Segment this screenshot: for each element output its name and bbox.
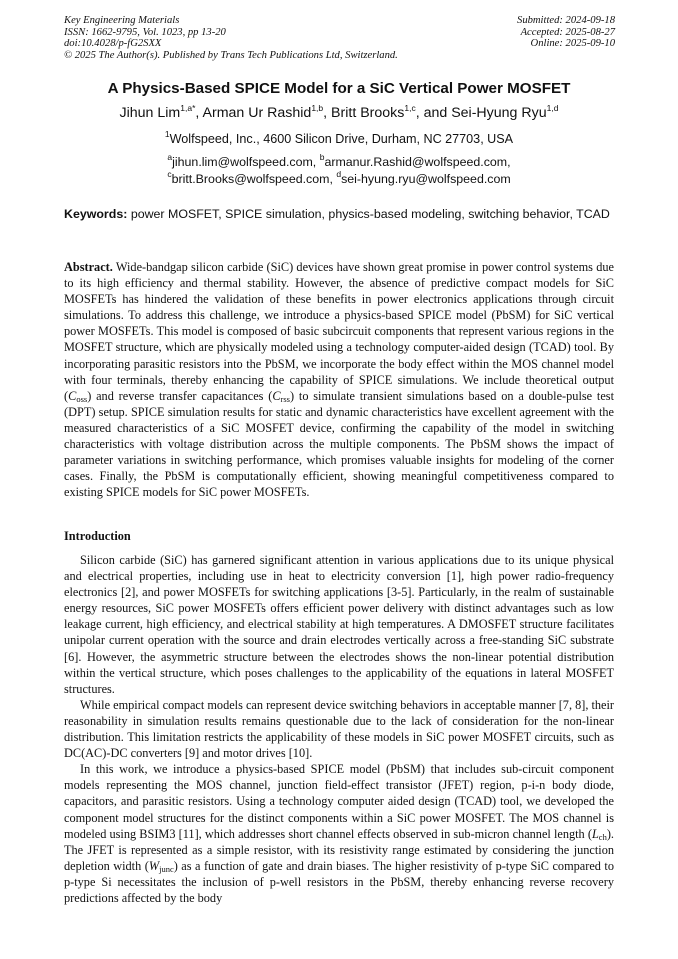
copyright-notice: © 2025 The Author(s). Published by Trans Tech Publications Ltd, Switzerland.: [64, 49, 398, 61]
affiliation: [40, 129, 638, 146]
author-name: Jihun Lim: [119, 105, 181, 121]
author-separator: ,: [323, 105, 332, 121]
email-address: britt.Brooks@wolfspeed.com,: [171, 172, 337, 186]
wjunc-symbol: W: [148, 858, 160, 873]
online-date: Online: 2025-09-10: [530, 38, 615, 50]
email-address: jihun.lim@wolfspeed.com,: [172, 155, 320, 169]
author-emails: [40, 154, 638, 188]
doi: doi:10.4028/p-fG2SXX: [64, 38, 162, 50]
paragraph-text: ) as a function of gate and drain biases. The higher resistivity of p-type SiC compared to p-type Si necessitates the inclusion of p-well resistors in the PbSM, thereby enhancing reverse recovery predictions affected by the body: [64, 858, 614, 905]
author-name: Arman Ur Rashid: [202, 105, 312, 121]
email-superscript: a: [167, 152, 173, 162]
crss-subscript: rss: [280, 393, 290, 404]
email-superscript: c: [167, 169, 172, 179]
submitted-date: Submitted: 2024-09-18: [517, 15, 615, 26]
affiliation-superscript: 1: [164, 129, 170, 139]
issn-volume: ISSN: 1662-9795, Vol. 1023, pp 13-20: [64, 26, 226, 38]
email-line: [40, 171, 638, 188]
paragraph: [64, 761, 614, 906]
lch-subscript: ch: [598, 831, 607, 842]
keywords-text: power MOSFET, SPICE simulation, physics-based modeling, switching behavior, TCAD: [130, 207, 610, 221]
wjunc-subscript: junc: [159, 863, 174, 874]
email-superscript: d: [336, 169, 342, 179]
publication-dates: [395, 15, 615, 50]
keywords: [64, 206, 614, 222]
author-name: Sei-Hyung Ryu: [451, 105, 547, 121]
section-heading: Introduction: [64, 529, 131, 543]
abstract-text: ) to simulate transient simulations based on a double-pulse test (DPT) setup. SPICE simulation results for static and dynamic characteristics have excellent agreement with the measured characteristics of a SiC MOSFET device, confirming the capability of the model in switching characteristics with voltage distribution across the multiple components. The PbSM shows the impact of parameter variations in switching performance, which promises valuable insights for modeling of the corner cases. Finally, the PbSM is computationally efficient, showing meaningful competitiveness compared to existing SPICE models for SiC power MOSFETs.: [64, 388, 614, 500]
email-address: sei-hyung.ryu@wolfspeed.com: [341, 172, 511, 186]
email-superscript: b: [319, 152, 325, 162]
email-address: armanur.Rashid@wolfspeed.com,: [324, 155, 511, 169]
affiliation-text: Wolfspeed, Inc., 4600 Silicon Drive, Durham, NC 27703, USA: [169, 132, 514, 146]
paper-title: A Physics-Based SPICE Model for a SiC Vertical Power MOSFET: [107, 80, 571, 97]
abstract-text: ) and reverse transfer capacitances (: [87, 388, 273, 403]
paragraph-text: ). The JFET is represented as a simple resistor, with its resistivity range estimated by considering the junction depletion width (: [64, 826, 614, 873]
coss-subscript: oss: [76, 393, 88, 404]
accepted-date: Accepted: 2025-08-27: [520, 26, 615, 38]
abstract-label: Abstract.: [64, 260, 113, 274]
author-separator: ,: [195, 105, 203, 121]
keywords-label: Keywords:: [64, 207, 128, 221]
author-superscript: 1,a*: [180, 103, 196, 113]
author-separator: , and: [415, 105, 452, 121]
abstract: [64, 259, 614, 500]
author-superscript: 1,b: [311, 103, 324, 113]
author-superscript: 1,d: [546, 103, 559, 113]
author-name: Britt Brooks: [331, 105, 405, 121]
introduction-body: [64, 552, 614, 906]
lch-symbol: L: [591, 826, 599, 841]
author-list: [30, 105, 648, 121]
paragraph-text: In this work, we introduce a physics-based SPICE model (PbSM) that includes sub-circuit component models representing the MOS channel, junction field-effect transistor (JFET) region, p-i-n body diode, capacitors, and parasitic resistors. Using a technology computer aided design (TCAD) tool, we developed the component model structures for the distinct components within a SiC power MOSFET. The MOS channel is modeled using BSIM3 [11], which addresses short channel effects observed in sub-micron channel length (: [64, 762, 614, 841]
coss-symbol: C: [68, 388, 77, 403]
journal-name: Key Engineering Materials: [64, 15, 180, 26]
paragraph: While empirical compact models can represent device switching behaviors in acceptable manner [7, 8], their reasonability in simulation results remains questionable due to the lack of consideration for the non-linear distribution. This limitation restricts the applicability of these models in SiC power MOSFET circuits, such as DC(AC)-DC converters [9] and motor drives [10].: [64, 697, 615, 761]
author-superscript: 1,c: [404, 103, 416, 113]
abstract-text: Wide-bandgap silicon carbide (SiC) devices have shown great promise in power control systems due to its high efficiency and thermal stability. However, the absence of predictive compact models for SiC MOSFETs has hindered the validation of these benefits in power electronics applications through circuit simulations. To address this challenge, we introduce a physics-based SPICE model (PbSM) for SiC vertical power MOSFETs. This model is composed of basic subcircuit components that represent various regions in the MOSFET structure, which are physically modeled using a technology computer-aided design (TCAD) tool. By incorporating parasitic resistors into the PbSM, we incorporate the body effect within the MOS channel model with four terminals, thereby enhancing the capability of SPICE simulations. We include theoretical output (: [64, 260, 614, 403]
paragraph: Silicon carbide (SiC) has garnered significant attention in various applications due to its unique physical and electrical properties, including use in heat to electricity conversion [1], high power radio-frequency electronics [2], and power MOSFETs for switching applications [3-5]. Particularly, in the realm of sustainable energy resources, SiC power MOSFETs offers efficient power delivery with distinct advantages such as low leakage current, high efficiency, and electrical stability at high temperatures. A DMOSFET structure facilitates unipolar current operation with the source and drain electrodes vertically across a free-standing SiC substrate [6]. However, the asymmetric structure between the electrodes shows the non-linear potential distribution within the vertical structure, which poses challenges to the applicability of the equations in lateral MOSFET structures.: [64, 553, 614, 696]
crss-symbol: C: [272, 388, 281, 403]
